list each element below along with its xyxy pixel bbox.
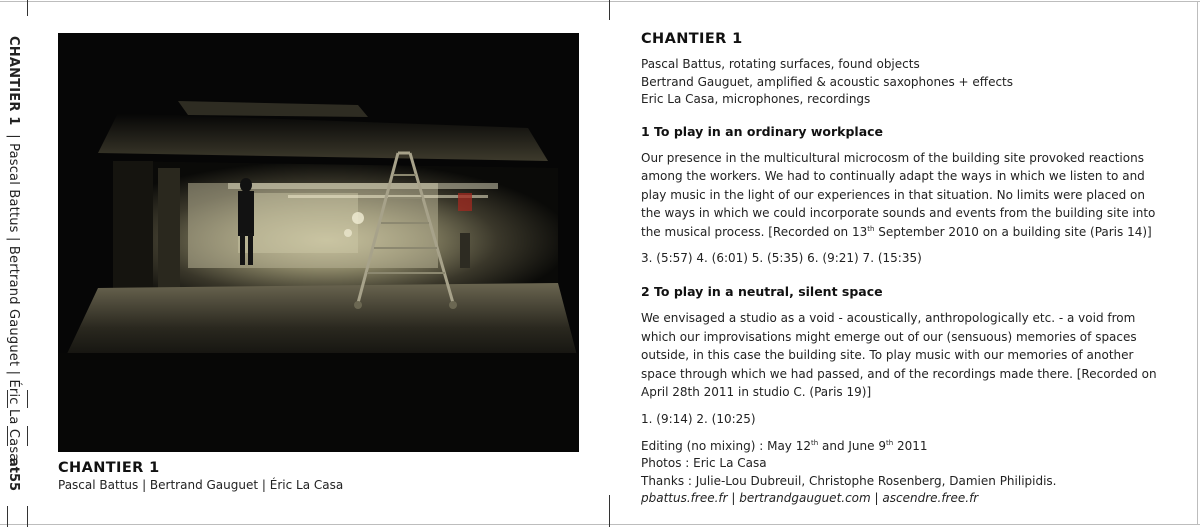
crop-mark (609, 0, 610, 20)
personnel-item: Pascal Battus, rotating surfaces, found objects (641, 57, 920, 71)
artists-credit: Pascal Battus | Bertrand Gauguet | Éric La Casa (58, 478, 344, 492)
crop-mark (609, 495, 610, 527)
section-heading: 1 To play in an ordinary workplace (641, 123, 884, 139)
personnel-list (641, 56, 1161, 109)
border-bottom (0, 524, 1200, 525)
editing-text: and June 9 (818, 438, 886, 453)
photos-credit: Photos : Eric La Casa (641, 456, 767, 470)
front-caption (58, 460, 343, 492)
ordinal-suffix: th (867, 224, 875, 233)
editing-credit (641, 438, 1161, 456)
section-body-text: Our presence in the multicultural microcosm of the building site provoked reactions among the workers. We had to continually adapt the ways in which we listen to and play music in the light of our experiences in that situation. No limits were placed on the ways in which we could incorporate sounds and events from the building site into the musical process. [Recorded on 13 (641, 150, 1156, 239)
editing-text: Editing (no mixing) : May 12 (641, 438, 811, 453)
catalog-code: at55 (6, 458, 21, 492)
thanks-credit: Thanks : Julie-Lou Dubreuil, Christophe Rosenberg, Damien Philipidis. (641, 473, 1057, 488)
credits-footer (641, 438, 1161, 508)
spine-credit: Pascal Battus | Bertrand Gauguet | Éric La Casa (6, 143, 21, 462)
track-list: 1. (9:14) 2. (10:25) (641, 411, 756, 426)
cover-photo (58, 33, 579, 452)
website-links: pbattus.free.fr | bertrandgauguet.com | ascendre.free.fr (641, 491, 979, 505)
ordinal-suffix: th (810, 438, 819, 447)
border-right (1197, 1, 1198, 525)
section-body (641, 149, 1161, 242)
spine-title: CHANTIER 1 (6, 36, 21, 126)
section-body-text: September 2010 on a building site (Paris 14)] (874, 224, 1152, 239)
border-top (0, 1, 1200, 2)
notes-title: CHANTIER 1 (641, 31, 743, 47)
album-title: CHANTIER 1 (58, 460, 160, 476)
personnel-item: Eric La Casa, microphones, recordings (641, 92, 871, 106)
ordinal-suffix: th (885, 438, 894, 447)
liner-notes (641, 30, 1161, 508)
section-heading: 2 To play in a neutral, silent space (641, 284, 883, 299)
spine-label: CHANTIER 1 | Pascal Battus | Bertrand Gauguet | Éric La Casa (6, 36, 21, 462)
personnel-item: Bertrand Gauguet, amplified & acoustic saxophones + effects (641, 74, 1014, 89)
editing-text: 2011 (893, 438, 928, 453)
spine (0, 0, 32, 527)
track-list: 3. (5:57) 4. (6:01) 5. (5:35) 6. (9:21) 7. (15:35) (641, 251, 922, 265)
section-body: We envisaged a studio as a void - acoustically, anthropologically etc. - a void from which our improvisations might emerge out of our (sensuous) memories of spaces outside, in this case the building site. To play music with our memories of another space through which we had passed, and of the recordings made there. [Recorded on April 28th 2011 in studio C. (Paris 19)] (641, 311, 1157, 399)
building-site-photo (58, 33, 579, 452)
